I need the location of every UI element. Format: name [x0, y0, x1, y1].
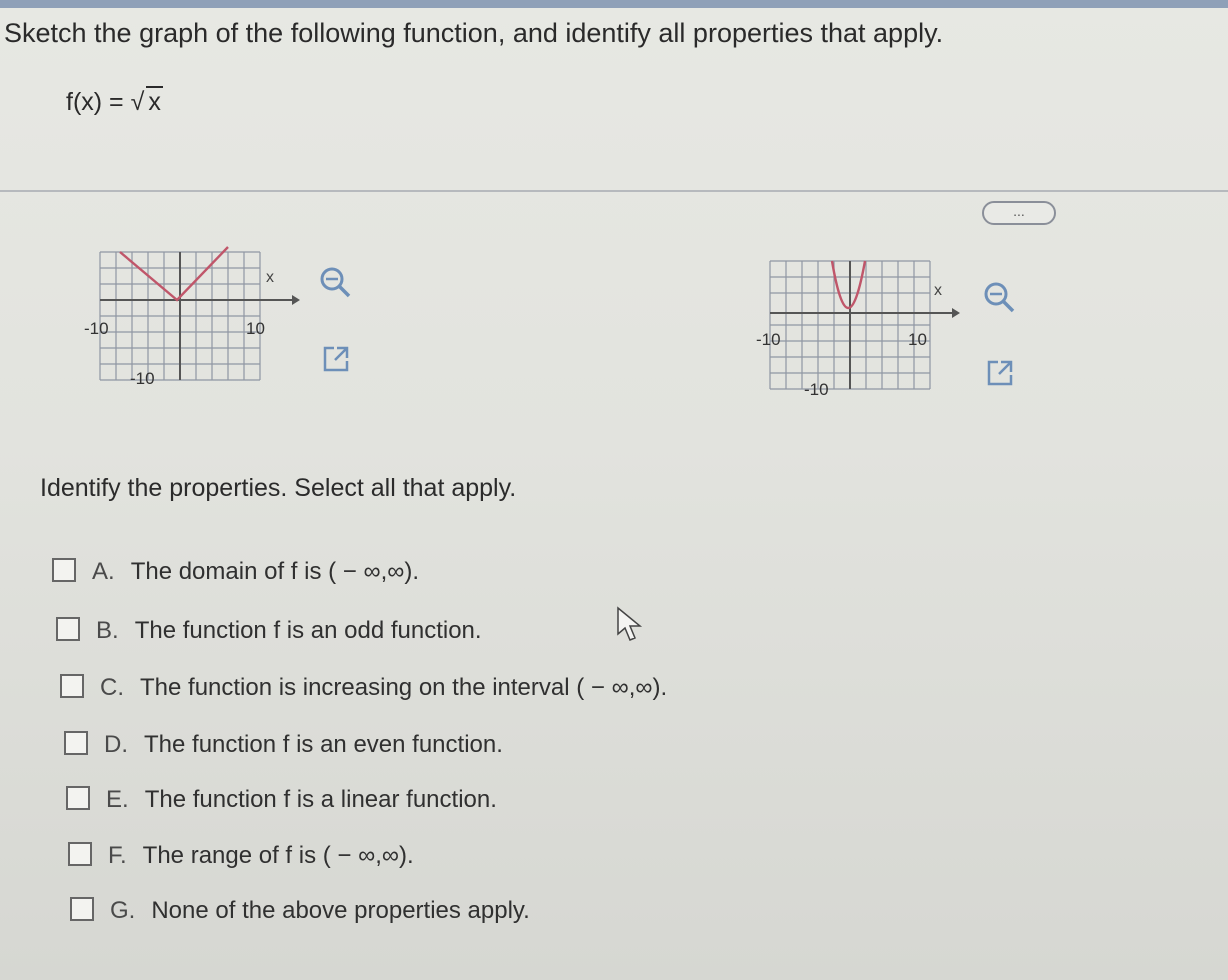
- option-f[interactable]: [68, 842, 414, 870]
- function-radicand: x: [148, 88, 161, 116]
- xmax-label: 10: [246, 319, 265, 338]
- checkbox[interactable]: [64, 731, 88, 755]
- option-letter: B.: [96, 617, 119, 644]
- graph-choice-2[interactable]: [740, 255, 990, 405]
- option-text: The function is increasing on the interval ( − ∞,∞).: [140, 674, 668, 701]
- option-text: None of the above properties apply.: [151, 897, 530, 924]
- graph-curve: [832, 261, 865, 308]
- mouse-pointer-icon: [616, 606, 648, 646]
- graph-choice-1[interactable]: [60, 240, 310, 400]
- function-expression: [66, 86, 163, 117]
- option-b[interactable]: [56, 617, 482, 645]
- option-text: The domain of f is ( − ∞,∞).: [130, 558, 420, 585]
- ymin-label: -10: [130, 369, 155, 388]
- option-letter: C.: [100, 674, 124, 701]
- option-letter: F.: [108, 842, 127, 869]
- zoom-icon[interactable]: [982, 280, 1016, 314]
- option-letter: A.: [92, 558, 115, 585]
- prompt-text: Identify the properties. Select all that apply.: [40, 474, 517, 502]
- zoom-icon[interactable]: [318, 265, 352, 299]
- xmax-label: 10: [908, 330, 927, 349]
- checkbox[interactable]: [56, 617, 80, 641]
- section-divider: [0, 190, 1228, 192]
- question-text: Sketch the graph of the following function, and identify all properties that apply.: [4, 18, 944, 48]
- option-a[interactable]: [52, 558, 419, 586]
- option-g[interactable]: [70, 897, 530, 925]
- checkbox[interactable]: [68, 842, 92, 866]
- option-c[interactable]: [60, 674, 667, 702]
- option-letter: G.: [110, 897, 136, 924]
- xmin-label: -10: [84, 319, 109, 338]
- sqrt-symbol: √: [130, 88, 145, 116]
- axis-var-label: x: [266, 269, 274, 286]
- function-lhs: f(x) =: [66, 88, 124, 116]
- expand-icon[interactable]: [320, 343, 352, 375]
- x-axis-arrow-icon: [952, 308, 960, 318]
- option-e[interactable]: [66, 786, 497, 814]
- checkbox[interactable]: [70, 897, 94, 921]
- expand-icon[interactable]: [984, 357, 1016, 389]
- top-bar: [0, 0, 1228, 8]
- axis-var-label: x: [934, 282, 942, 299]
- option-text: The function f is an odd function.: [134, 617, 482, 644]
- option-letter: E.: [106, 786, 129, 813]
- option-text: The range of f is ( − ∞,∞).: [142, 842, 414, 869]
- x-axis-arrow-icon: [292, 295, 300, 305]
- checkbox[interactable]: [60, 674, 84, 698]
- more-button[interactable]: ...: [982, 201, 1056, 225]
- xmin-label: -10: [756, 330, 781, 349]
- option-text: The function f is a linear function.: [144, 786, 497, 813]
- option-letter: D.: [104, 731, 128, 758]
- ymin-label: -10: [804, 380, 829, 399]
- option-d[interactable]: [64, 731, 503, 759]
- option-text: The function f is an even function.: [144, 731, 503, 758]
- checkbox[interactable]: [52, 558, 76, 582]
- checkbox[interactable]: [66, 786, 90, 810]
